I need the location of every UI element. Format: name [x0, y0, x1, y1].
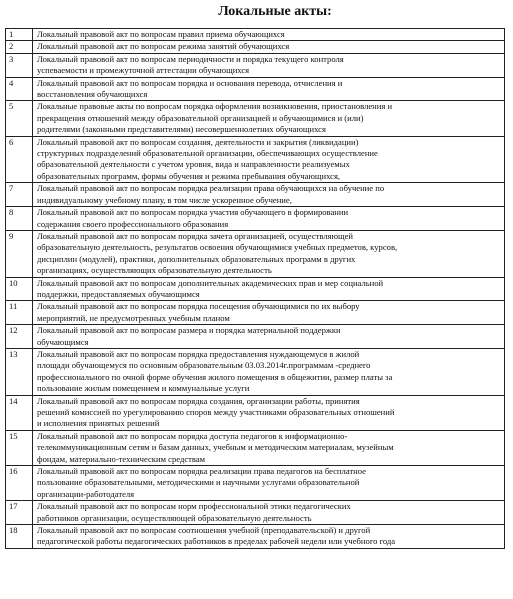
table-row	[6, 501, 505, 525]
table-row	[6, 525, 505, 549]
row-text-cell	[33, 29, 505, 41]
row-text-line: дисциплин (модулей), практики, дополнительных образовательных программ в других	[37, 253, 356, 264]
row-number: 1	[6, 29, 33, 41]
row-text-line: организации-работодателя	[37, 488, 135, 499]
row-text-line: площади обучающемуся по основным образовательным 03.03.2014г.программам -среднего	[37, 360, 371, 371]
row-text-line: организациях, осуществляющих образовательную деятельность	[37, 265, 272, 276]
table-row	[6, 430, 505, 465]
table-row	[6, 136, 505, 183]
row-number: 6	[6, 136, 33, 183]
document-page	[5, 4, 505, 549]
row-number: 12	[6, 325, 33, 349]
row-text-cell	[33, 466, 505, 501]
row-text-line: образовательной деятельности с учетом уровня, вида и направленности реализуемых	[37, 159, 350, 170]
table-row	[6, 53, 505, 77]
row-text-line: образовательных программ, формы обучения и режима пребывания обучающихся,	[37, 170, 341, 181]
row-number: 17	[6, 501, 33, 525]
row-text-line: Локальный правовой акт по вопросам дополнительных академических прав и мер социальной	[37, 277, 384, 288]
row-text-cell	[33, 101, 505, 136]
table-row	[6, 301, 505, 325]
row-number: 11	[6, 301, 33, 325]
row-number: 10	[6, 277, 33, 301]
row-text-cell	[33, 301, 505, 325]
row-text-line: работников организации, осуществляющей образовательную деятельность	[37, 512, 312, 523]
row-text-line: решений комиссией по урегулированию споров между участниками образовательных отношений	[37, 407, 395, 417]
row-text-cell	[33, 277, 505, 301]
row-number: 9	[6, 230, 33, 277]
row-number: 5	[6, 101, 33, 136]
row-text-line: Локальный правовой акт по вопросам режима занятий обучающихся	[37, 41, 290, 52]
row-number: 13	[6, 348, 33, 395]
row-text-line: Локальный правовой акт по вопросам правил приема обучающихся	[37, 29, 285, 39]
row-number: 2	[6, 41, 33, 53]
table-row	[6, 29, 505, 41]
row-text-line: Локальный правовой акт по вопросам порядка создания, организации работы, принятия	[37, 395, 360, 406]
row-text-cell	[33, 230, 505, 277]
row-text-cell	[33, 525, 505, 549]
local-acts-table	[5, 28, 505, 549]
table-row	[6, 41, 505, 53]
row-text-line: структурных подразделений образовательной организации, обеспечивающих осуществление	[37, 148, 378, 159]
row-text-line: индивидуальному учебному плану, в том числе ускоренное обучение,	[37, 194, 292, 205]
row-text-line: Локальный правовой акт по вопросам порядка и основания перевода, отчисления и	[37, 77, 343, 88]
row-text-cell	[33, 430, 505, 465]
table-row	[6, 348, 505, 395]
row-text-line: образовательную деятельность, результатов освоения обучающимися учебных предметов, курсов,	[37, 242, 398, 253]
row-text-line: Локальный правовой акт по вопросам размера и порядка материальной поддержки	[37, 325, 341, 336]
row-number: 14	[6, 395, 33, 430]
row-text-line: Локальный правовой акт по вопросам порядка реализации права педагогов на бесплатное	[37, 466, 366, 477]
table-row	[6, 101, 505, 136]
row-number: 8	[6, 207, 33, 231]
row-text-line: успеваемости и промежуточной аттестации обучающихся	[37, 65, 250, 76]
row-text-line: Локальный правовой акт по вопросам порядка предоставления нуждающемуся в жилой	[37, 348, 360, 359]
row-text-line: обучающимся	[37, 336, 89, 347]
row-text-line: Локальный правовой акт по вопросам порядка посещения обучающимися по их выбору	[37, 301, 360, 312]
row-text-line: Локальный правовой акт по вопросам периодичности и порядка текущего контроля	[37, 53, 344, 64]
row-number: 7	[6, 183, 33, 207]
row-text-line: Локальный правовой акт по вопросам порядка доступа педагогов к информационно-	[37, 430, 348, 441]
row-text-cell	[33, 53, 505, 77]
row-text-line: телекоммуникационным сетям и базам данных, учебным и методическим материалам, музейным	[37, 442, 394, 453]
row-number: 4	[6, 77, 33, 101]
table-row	[6, 277, 505, 301]
row-text-line: пользование образовательными, методическими и научными услугами образовательной	[37, 477, 360, 488]
table-row	[6, 466, 505, 501]
local-acts-table-body	[6, 29, 505, 549]
table-row	[6, 395, 505, 430]
row-number: 16	[6, 466, 33, 501]
row-text-line: Локальный правовой акт по вопросам порядка участия обучающего в формировании	[37, 207, 349, 218]
document-title: Локальные акты:	[218, 4, 332, 19]
row-text-cell	[33, 183, 505, 207]
table-row	[6, 207, 505, 231]
row-number: 3	[6, 53, 33, 77]
row-text-line: Локальный правовой акт по вопросам соотношения учебной (преподавательской) и другой	[37, 525, 371, 536]
row-text-line: пользование жилым помещением и коммунальные услуги	[37, 383, 250, 394]
row-text-line: профессионального по очной форме обучения жилого помещения в общежитии, размер платы за	[37, 371, 393, 382]
table-row	[6, 183, 505, 207]
row-text-line: Локальный правовой акт по вопросам порядка зачета организацией, осуществляющей	[37, 230, 354, 241]
row-text-line: восстановления обучающихся	[37, 89, 148, 100]
row-text-cell	[33, 325, 505, 349]
row-text-line: прекращения отношений между образовательной организацией и обучающимися и (или)	[37, 112, 364, 123]
row-text-line: фондам, материально-техническим средствам	[37, 453, 206, 464]
row-text-cell	[33, 136, 505, 183]
row-text-line: Локальные правовые акты по вопросам порядка оформления возникновения, приостановления и	[37, 101, 393, 112]
row-text-line: педагогической работы педагогических работников в пределах рабочей недели или учебного года	[37, 536, 396, 547]
table-row	[6, 325, 505, 349]
row-text-cell	[33, 41, 505, 53]
row-text-line: Локальный правовой акт по вопросам порядка реализации права обучающихся на обучение по	[37, 183, 385, 194]
row-text-line: мероприятий, не предусмотренных учебным планом	[37, 312, 230, 323]
row-text-cell	[33, 77, 505, 101]
table-row	[6, 77, 505, 101]
row-text-cell	[33, 501, 505, 525]
row-number: 18	[6, 525, 33, 549]
row-text-cell	[33, 395, 505, 430]
row-text-line: содержания своего профессионального образования	[37, 218, 229, 229]
table-row	[6, 230, 505, 277]
row-text-line: поддержки, предоставляемых обучающимся	[37, 288, 200, 299]
row-text-line: Локальный правовой акт по вопросам создания, деятельности и закрытия (ликвидации)	[37, 136, 359, 147]
row-text-cell	[33, 207, 505, 231]
row-text-cell	[33, 348, 505, 395]
row-text-line: родителями (законными представителями) несовершеннолетних обучающихся	[37, 124, 326, 135]
row-text-line: и исполнения принятых решений	[37, 418, 160, 429]
row-text-line: Локальный правовой акт по вопросам норм профессиональной этики педагогических	[37, 501, 351, 512]
row-number: 15	[6, 430, 33, 465]
